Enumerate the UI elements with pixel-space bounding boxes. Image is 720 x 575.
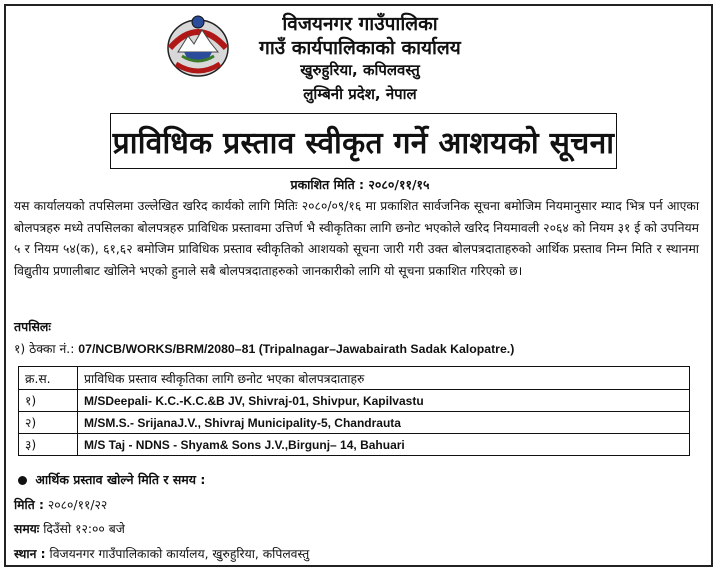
table-row (19, 412, 690, 434)
row-sn: ३) (19, 434, 78, 456)
table-row (19, 390, 690, 412)
office-address: खुरुहुरिया, कपिलवस्तु (300, 61, 420, 79)
opening-place-line (14, 545, 309, 562)
table-header-row (19, 367, 690, 390)
row-bidder: M/SM.S.- SrijanaJ.V., Shivraj Municipality-5, Chandrauta (78, 412, 690, 434)
row-sn: २) (19, 412, 78, 434)
bidders-table (18, 366, 690, 456)
opening-time-line (14, 520, 125, 537)
municipality-name: विजयनगर गाउँपालिका (282, 13, 438, 35)
tender-number: 07/NCB/WORKS/BRM/2080–81 (Tripalnagar–Jawabairath Sadak Kalopatre.) (78, 342, 515, 356)
notice-title: प्राविधिक प्रस्ताव स्वीकृत गर्ने आशयको सूचना (110, 113, 617, 169)
table-row (19, 434, 690, 456)
body-paragraph: यस कार्यालयको तपसिलमा उल्लेखित खरिद कार्यको लागि मितिः २०८०/०९/१६ मा प्रकाशित सार्वजनिक सूचना बमोजिम नियमानुसार म्याद भित्र पर्न आएका बोलपत्रहरु मध्ये तपसिलका बोलपत्रहरु प्राविधिक प्रस्तावमा उत्तिर्ण भै स्वीकृतिका लागि छनोट भएकोले खरिद नियमावली २०६४ को नियम ३१ ई को उपनियम ५ र नियम ५४(क), ६१,६२ बमोजिम प्राविधिक प्रस्ताव स्वीकृतिको आशयको सूचना जारी गरी उक्त बोलपत्रदाताहरुको आर्थिक प्रस्ताव निम्न मिति र स्थानमा विद्युतीय प्रणालीबाट खोलिने भएको हुनाले सबै बोलपत्रदाताहरुको जानकारीको लागि यो सूचना प्रकाशित गरिएको छ। (14, 199, 700, 278)
header-sn: क्र.स. (19, 367, 78, 390)
row-bidder: M/S Taj - NDNS - Shyam& Sons J.V.,Birgunj– 14, Bahuari (78, 434, 690, 456)
place-label: स्थान : (14, 547, 46, 561)
province-country: लुम्बिनी प्रदेश, नेपाल (303, 85, 417, 103)
time-label: समयः (14, 522, 40, 536)
bullet-icon (18, 476, 27, 485)
office-name: गाउँ कार्यपालिकाको कार्यालय (259, 37, 461, 59)
date-value: २०८०/११/२२ (47, 498, 108, 512)
date-label: मिति : (14, 498, 44, 512)
opening-date-line (14, 496, 107, 513)
financial-opening-heading-text: आर्थिक प्रस्ताव खोल्ने मिति र समय : (35, 472, 206, 487)
published-date: प्रकाशित मिति : २०८०/११/१५ (290, 177, 430, 192)
financial-opening-heading (18, 471, 205, 488)
details-label: तपसिलः (14, 319, 51, 334)
place-value: विजयनगर गाउँपालिकाको कार्यालय, खुरुहुरिया, कपिलवस्तु (49, 547, 310, 561)
row-sn: १) (19, 390, 78, 412)
time-value: दिउँसो १२:०० बजे (43, 522, 125, 536)
tender-line (14, 340, 514, 357)
nepal-government-emblem-icon (162, 8, 234, 80)
header-bidders: प्राविधिक प्रस्ताव स्वीकृतिका लागि छनोट भएका बोलपत्रदाताहरु (78, 367, 690, 390)
row-bidder: M/SDeepali- K.C.-K.C.&B JV, Shivraj-01, Shivpur, Kapilvastu (78, 390, 690, 412)
tender-prefix: १) ठेक्का नं.: (14, 342, 75, 356)
